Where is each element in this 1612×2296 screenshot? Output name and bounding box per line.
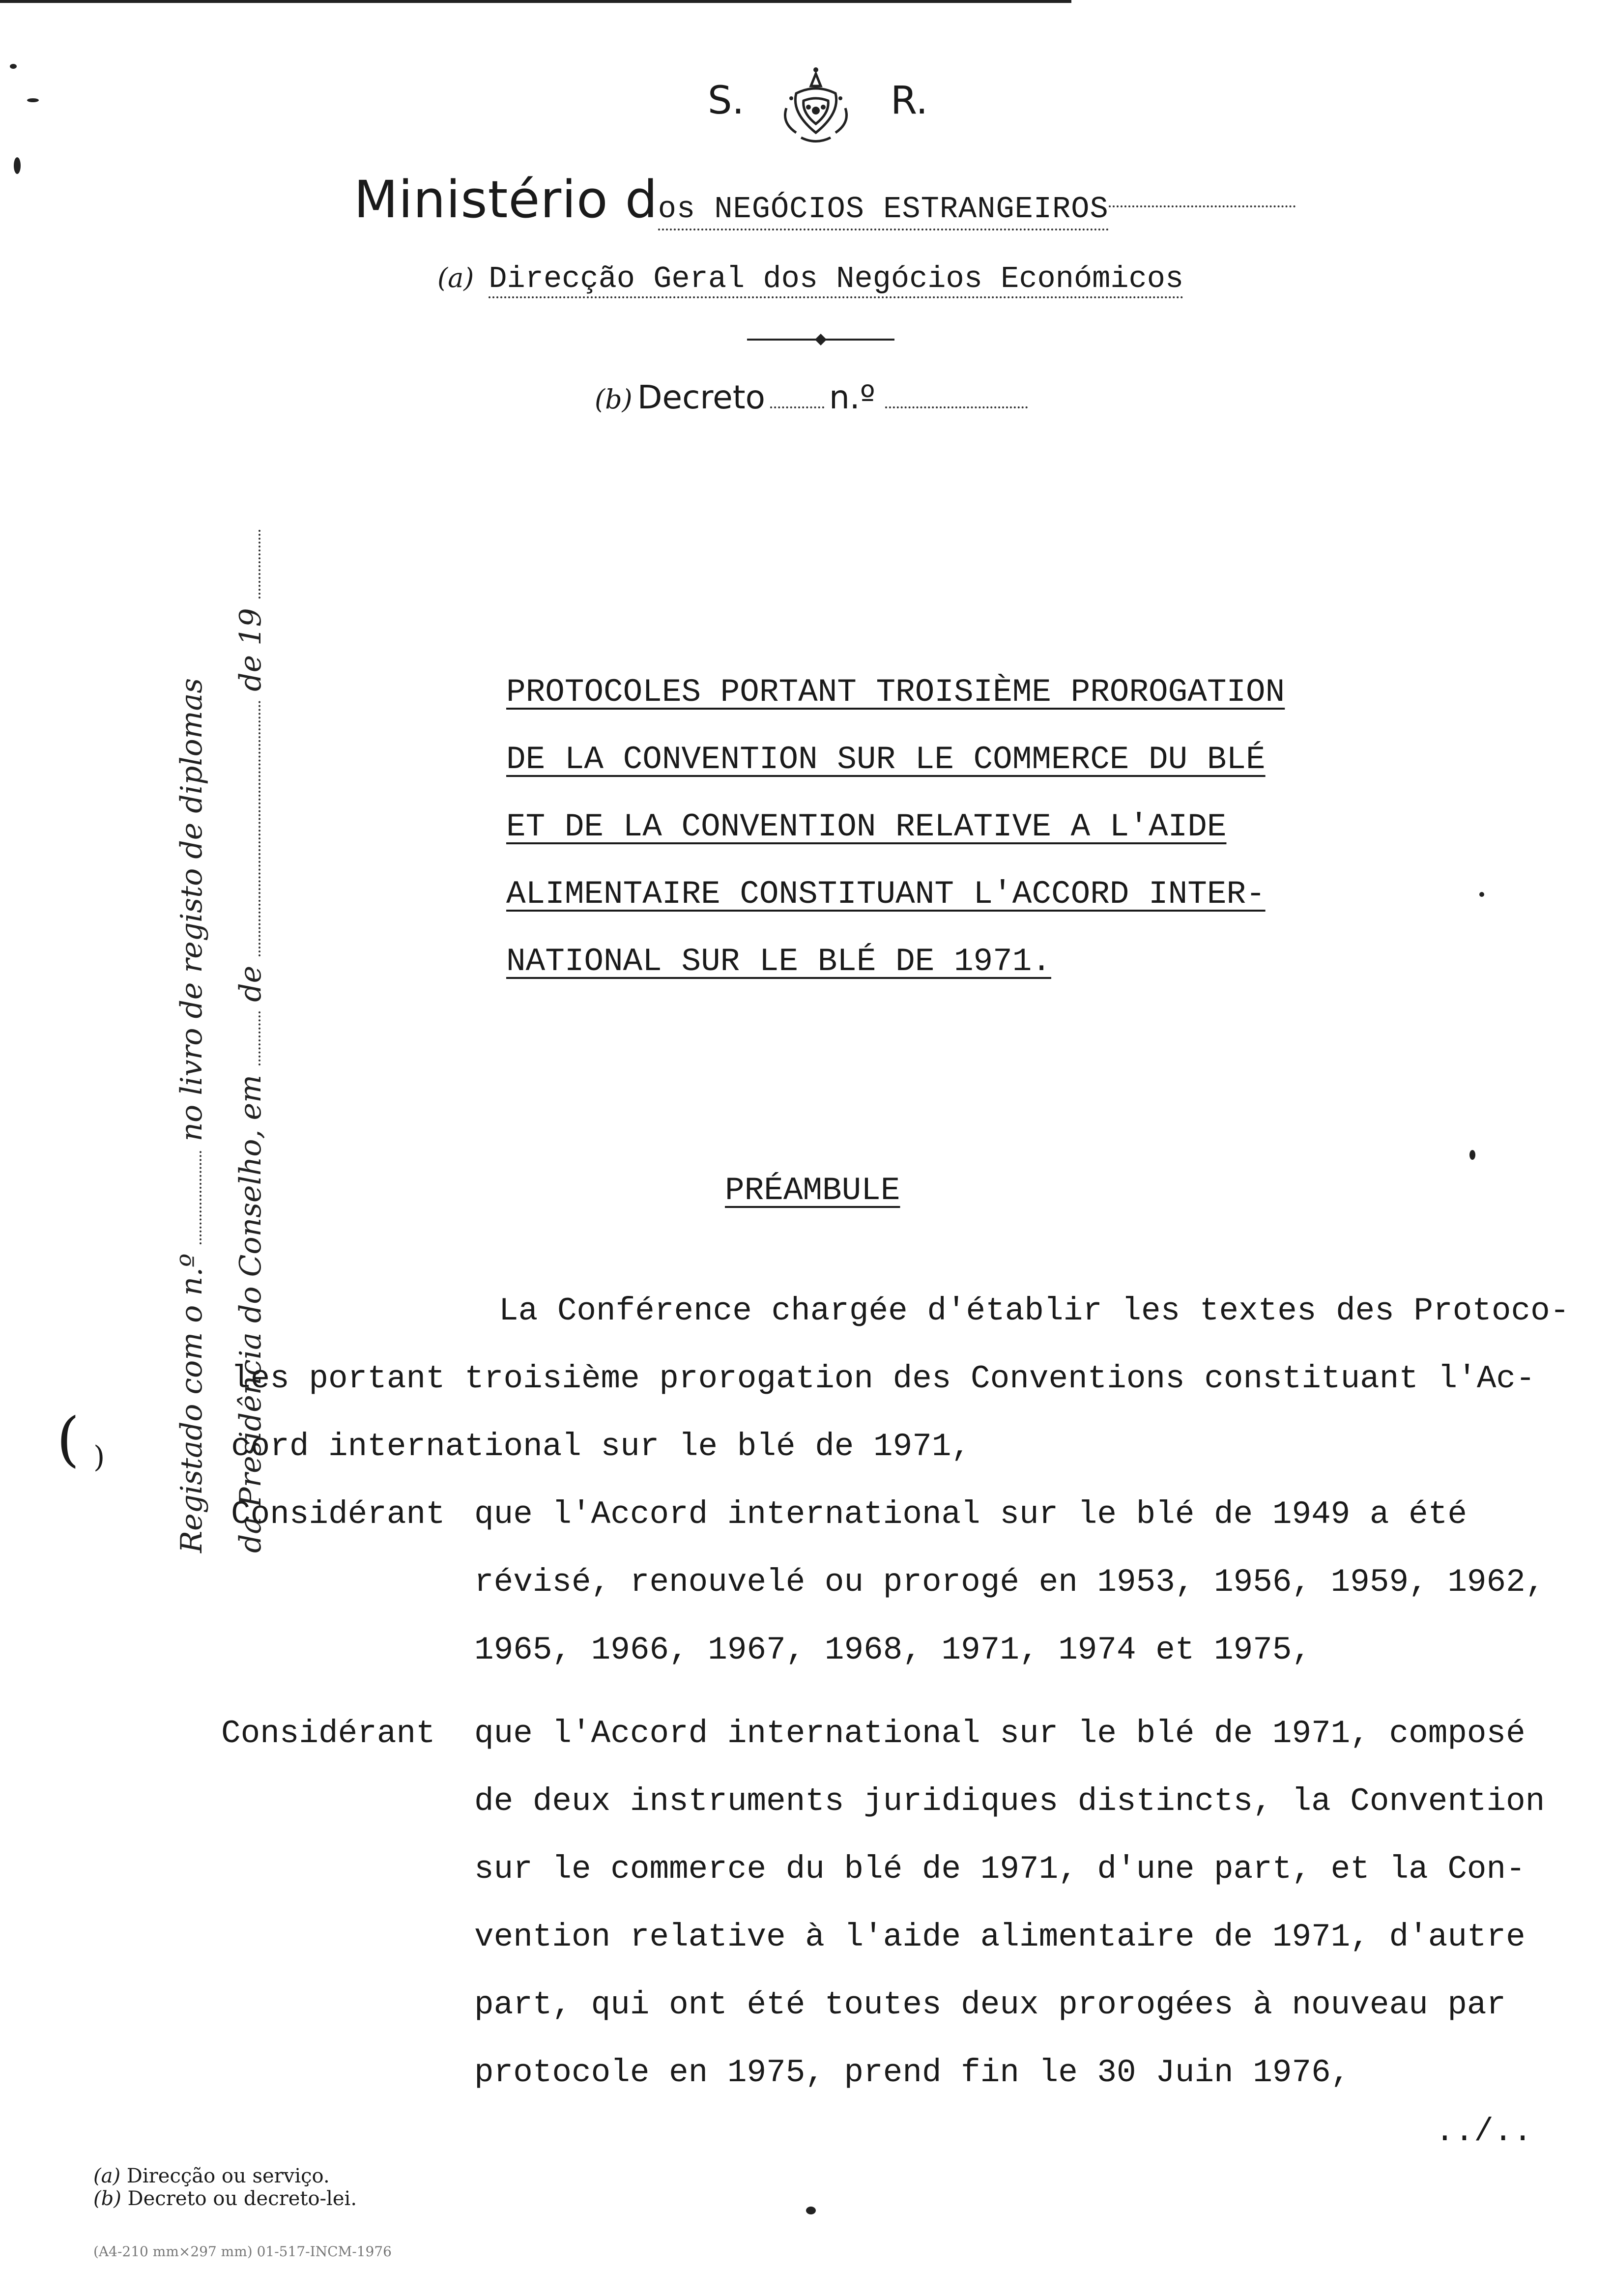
- intro-line: cord international sur le blé de 1971,: [231, 1428, 971, 1465]
- document-title: [506, 659, 1285, 995]
- considerant-line: que l'Accord international sur le blé de 1949 a été: [474, 1496, 1467, 1533]
- scan-speck: [806, 2207, 816, 2214]
- considerant-line: que l'Accord international sur le blé de 1971, composé: [474, 1715, 1526, 1752]
- direction-line: [437, 259, 1183, 296]
- sr-left-letter: S.: [708, 79, 745, 123]
- intro-line: les portant troisième prorogation des Conventions constituant l'Ac-: [231, 1360, 1535, 1397]
- preamble-heading: PRÉAMBULE: [725, 1172, 900, 1209]
- footnote: (a) Direcção ou serviço.: [93, 2165, 330, 2187]
- page-continuation-mark: ../..: [1435, 2113, 1533, 2150]
- top-edge-line: [0, 0, 1071, 3]
- decree-text: Decreto: [637, 378, 765, 416]
- scan-speck: [27, 98, 39, 102]
- scan-speck: [10, 64, 17, 69]
- title-line: ALIMENTAIRE CONSTITUANT L'ACCORD INTER-: [506, 876, 1266, 913]
- decree-line: [595, 378, 1028, 416]
- decree-type-blank: [770, 406, 824, 408]
- considerant-line: révisé, renouvelé ou prorogé en 1953, 1956, 1959, 1962,: [474, 1564, 1545, 1601]
- title-line: ET DE LA CONVENTION RELATIVE A L'AIDE: [506, 808, 1227, 845]
- considerant-label: Considérant: [221, 1715, 435, 1752]
- decree-number-blank: [885, 406, 1028, 408]
- considerant-line: 1965, 1966, 1967, 1968, 1971, 1974 et 1975,: [474, 1632, 1312, 1668]
- intro-line: La Conférence chargée d'établir les textes des Protoco-: [499, 1292, 1570, 1329]
- side-note-line-1: Registado com o n.º no livro de registo de diplomas: [174, 678, 209, 1553]
- ministry-heading: [354, 170, 1295, 230]
- decree-label: (b): [595, 384, 633, 415]
- title-line: PROTOCOLES PORTANT TROISIÈME PROROGATION: [506, 674, 1285, 711]
- direction-value: Direcção Geral dos Negócios Económicos: [489, 261, 1183, 298]
- ornamental-divider: [747, 332, 894, 347]
- considerant-line: protocole en 1975, prend fin le 30 Juin 1976,: [474, 2054, 1351, 2091]
- print-info: (A4-210 mm×297 mm) 01-517-INCM-1976: [93, 2243, 392, 2260]
- sr-right-letter: R.: [891, 79, 928, 123]
- ministry-department: os NEGÓCIOS ESTRANGEIROS: [658, 192, 1109, 230]
- left-bracket: (: [57, 1406, 80, 1474]
- direction-label: (a): [437, 262, 474, 293]
- coat-of-arms-icon: [777, 64, 855, 147]
- scan-speck: [1469, 1150, 1475, 1160]
- title-line: NATIONAL SUR LE BLÉ DE 1971.: [506, 943, 1051, 980]
- scan-speck: [1479, 892, 1484, 897]
- side-note-line-2: da Presidência do Conselho, em de de 19: [221, 530, 280, 1553]
- considerant-label: Considérant: [231, 1496, 445, 1533]
- footnote: (b) Decreto ou decreto-lei.: [93, 2187, 357, 2210]
- considerant-line: vention relative à l'aide alimentaire de 1971, d'autre: [474, 1919, 1526, 1955]
- considerant-line: part, qui ont été toutes deux prorogées à nouveau par: [474, 1986, 1506, 2023]
- ministry-prefix: Ministério d: [354, 170, 658, 230]
- scan-speck: [14, 157, 21, 174]
- footnotes: [93, 2165, 357, 2210]
- left-bracket-small: ): [93, 1440, 105, 1474]
- ministry-dotted-fill: [1109, 205, 1295, 207]
- decree-number-label: n.º: [829, 378, 875, 416]
- considerant-line: de deux instruments juridiques distincts, la Convention: [474, 1783, 1545, 1820]
- considerant-line: sur le commerce du blé de 1971, d'une part, et la Con-: [474, 1851, 1526, 1888]
- registration-side-note: [162, 530, 280, 1553]
- title-line: DE LA CONVENTION SUR LE COMMERCE DU BLÉ: [506, 741, 1266, 778]
